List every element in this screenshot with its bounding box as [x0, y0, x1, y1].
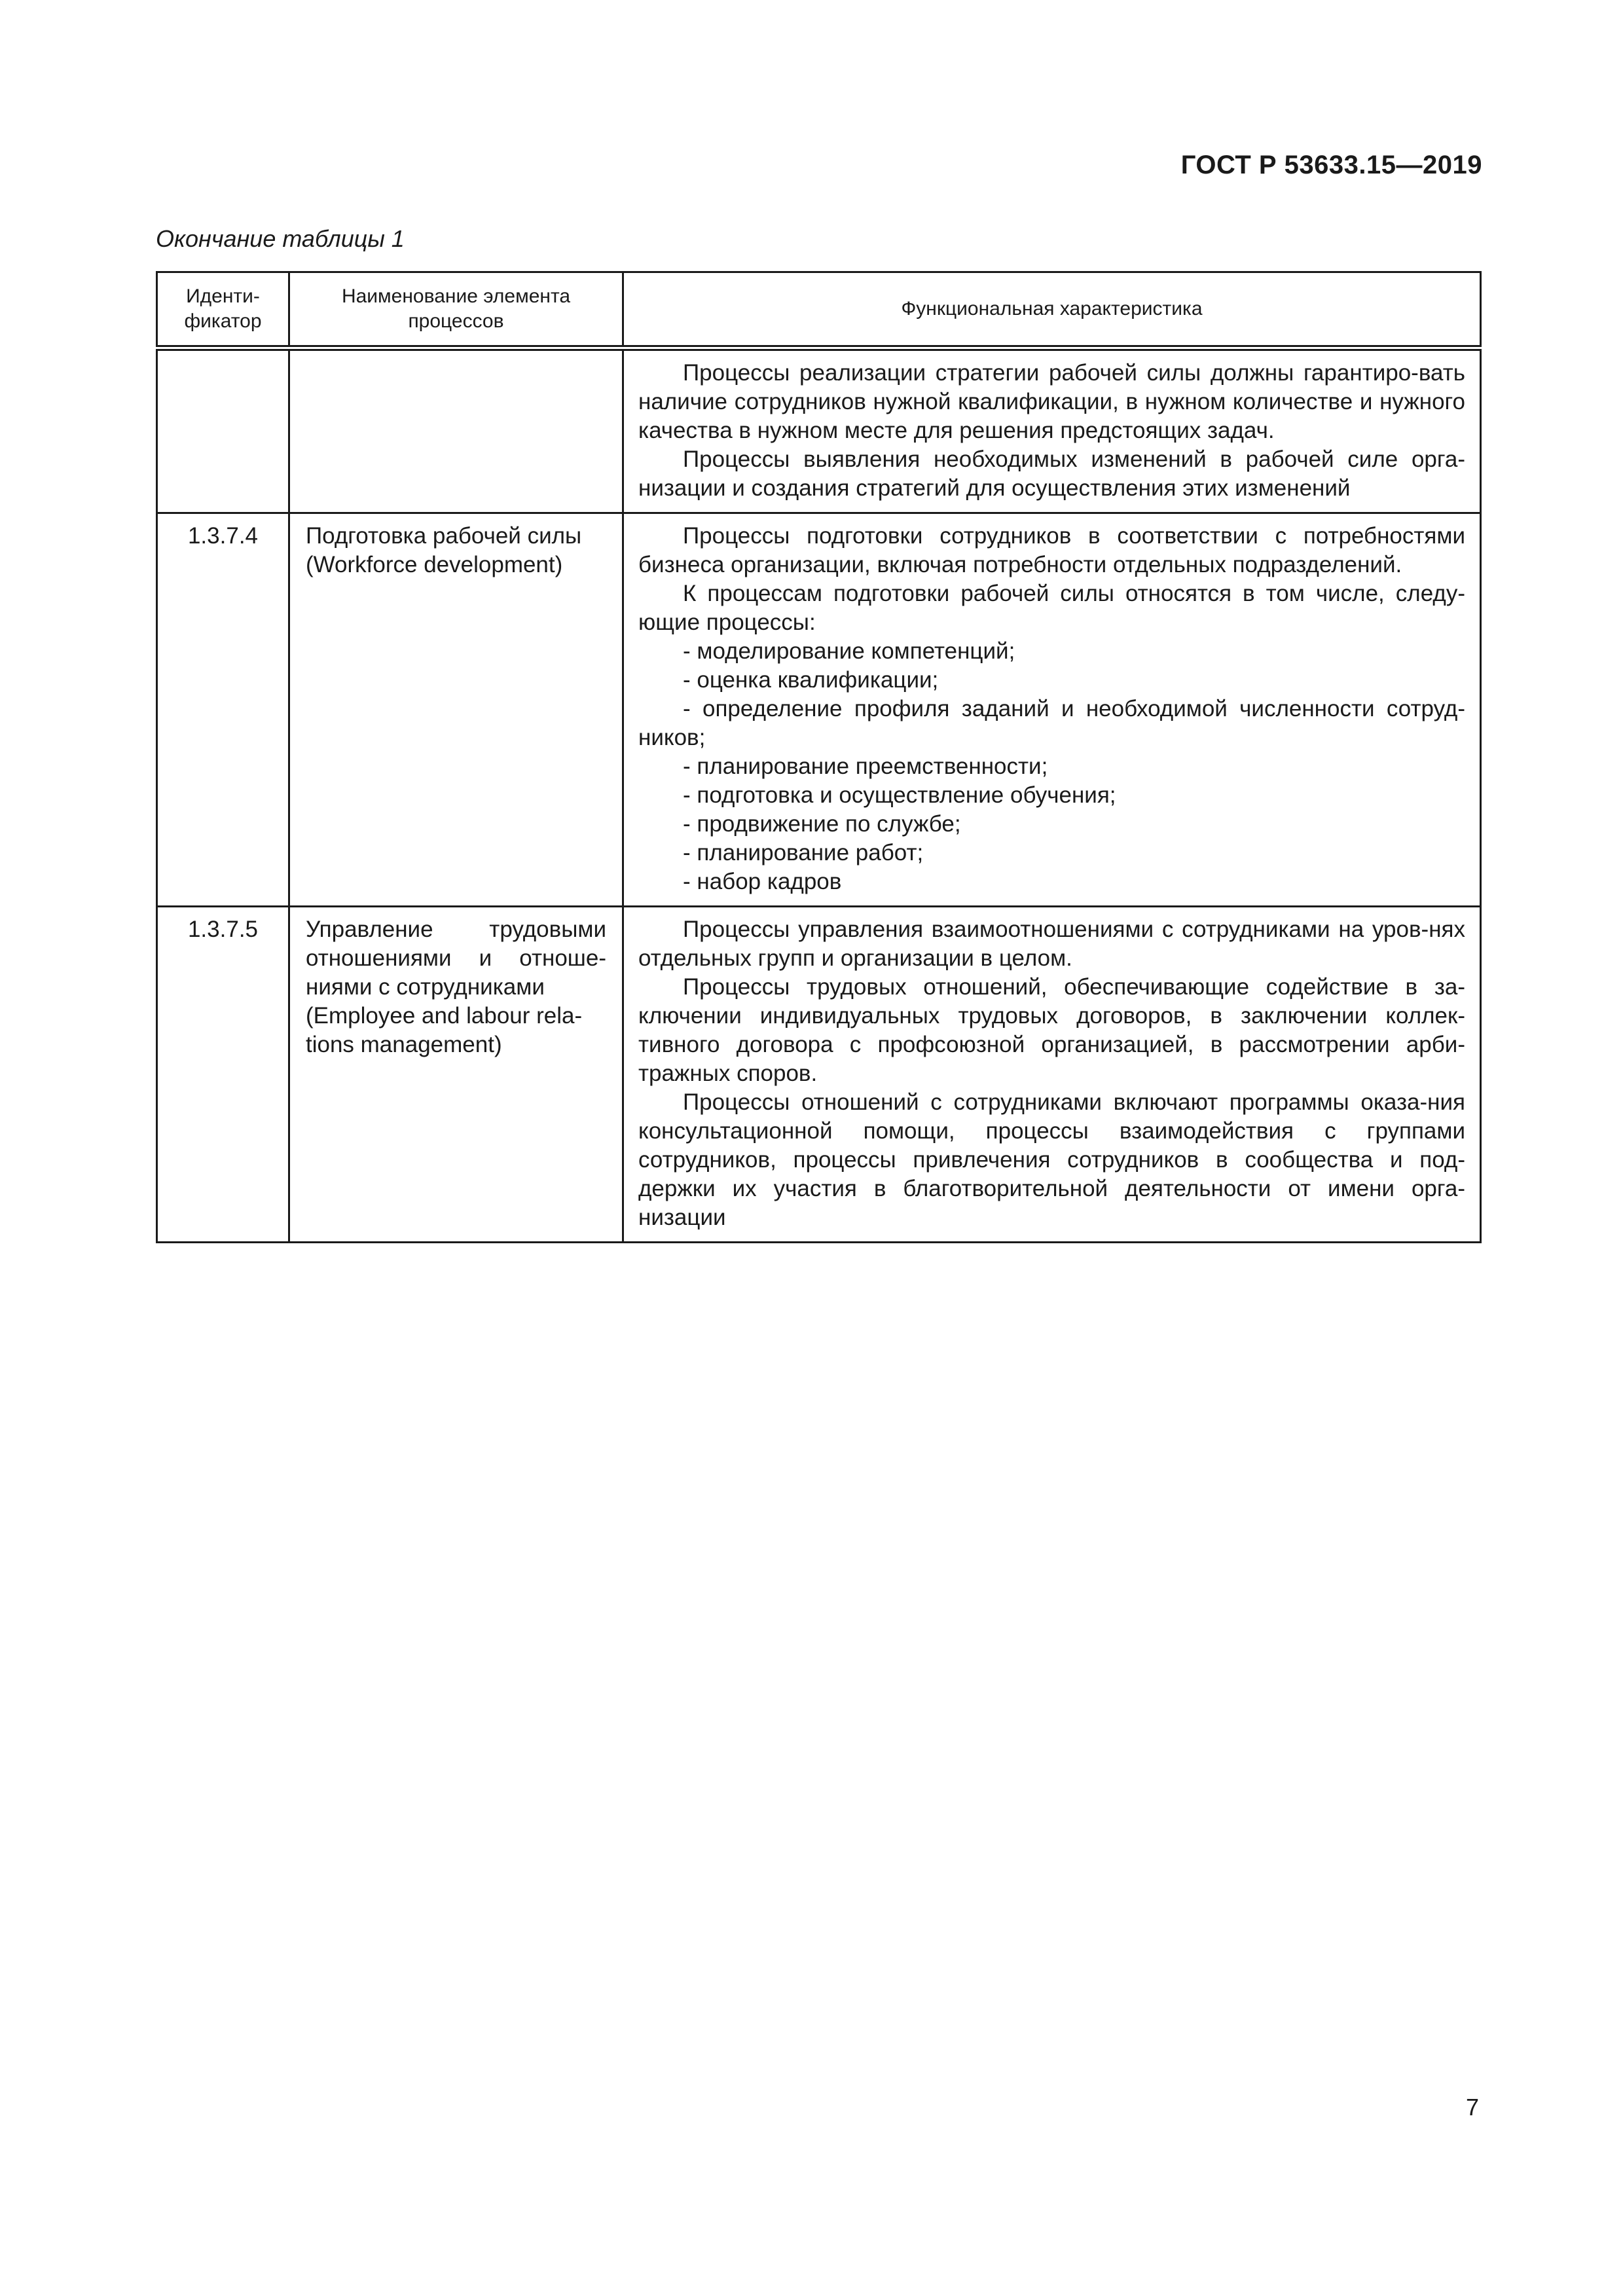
element-name-line: отношениями и отноше-: [306, 945, 606, 971]
element-name-line: Управление трудовыми: [306, 917, 606, 942]
column-header-id: [157, 272, 289, 348]
description-paragraph: Процессы отношений с сотрудниками включают программы оказа-ния консультационной помощи, процессы взаимодействия с группами сотрудников, процессы привлечения сотрудников в сообщества и под-держки их участия в благотворительной деятельности от имени орга-низации: [638, 1089, 1465, 1230]
column-header-description: [623, 272, 1481, 348]
cell-element-name: [289, 907, 623, 1243]
process-table: [156, 271, 1482, 1243]
page-number: 7: [1465, 2094, 1479, 2121]
description-paragraph: Процессы выявления необходимых изменений в рабочей силе орга-низации и создания стратегий для осуществления этих изменений: [638, 446, 1465, 501]
description-list-item: - набор кадров: [683, 869, 842, 894]
cell-element-name: [289, 513, 623, 907]
column-header-name-text: Наименование элемента процессов: [341, 285, 571, 332]
table-row: [157, 513, 1481, 907]
description-list-item: - планирование работ;: [683, 840, 924, 866]
description-paragraph: Процессы подготовки сотрудников в соответствии с потребностями бизнеса организации, включая потребности отдельных подразделений.: [638, 523, 1465, 577]
cell-element-name: [289, 348, 623, 513]
column-header-id-text: Иденти- фикатор: [184, 285, 262, 332]
table-body: [157, 348, 1481, 1243]
element-name-line: tions management): [306, 1032, 502, 1057]
standard-designation: ГОСТ Р 53633.15—2019: [1180, 151, 1482, 179]
description-paragraph: Процессы реализации стратегии рабочей силы должны гарантиро-вать наличие сотрудников нужной квалификации, в нужном количестве и нужного качества в нужном месте для решения предстоящих задач.: [638, 360, 1465, 443]
element-name-line: ниями с сотрудниками: [306, 974, 545, 1000]
cell-functional-description: [623, 907, 1481, 1243]
table-row: [157, 907, 1481, 1243]
element-name-line: Подготовка рабочей силы: [306, 523, 582, 549]
column-header-name: [289, 272, 623, 348]
table-header-row: [157, 272, 1481, 348]
column-header-description-text: Функциональная характеристика: [901, 298, 1203, 319]
description-paragraph: - определение профиля заданий и необходимой численности сотруд-ников;: [638, 696, 1465, 750]
description-paragraph: Процессы трудовых отношений, обеспечивающие содействие в за-ключении индивидуальных трудовых договоров, в заключении коллек-тивного договора с профсоюзной организацией, в рассмотрении арби-тражных споров.: [638, 974, 1465, 1086]
element-name-line: (Workforce development): [306, 552, 563, 577]
table-caption: Окончание таблицы 1: [156, 225, 405, 252]
description-list-item: - планирование преемственности;: [683, 754, 1048, 779]
cell-identifier: 1.3.7.5: [157, 907, 289, 1243]
cell-functional-description: [623, 513, 1481, 907]
description-paragraph: К процессам подготовки рабочей силы относятся в том числе, следу-ющие процессы:: [638, 581, 1465, 635]
cell-functional-description: [623, 348, 1481, 513]
cell-identifier: 1.3.7.4: [157, 513, 289, 907]
description-list-item: - подготовка и осуществление обучения;: [683, 782, 1116, 808]
table-row: [157, 348, 1481, 513]
description-list-item: - продвижение по службе;: [683, 811, 961, 837]
description-list-item: - оценка квалификации;: [683, 667, 939, 693]
element-name-line: (Employee and labour rela-: [306, 1003, 583, 1029]
description-list-item: - моделирование компетенций;: [683, 638, 1015, 664]
description-paragraph: Процессы управления взаимоотношениями с сотрудниками на уров-нях отдельных групп и организации в целом.: [638, 917, 1465, 971]
cell-identifier: [157, 348, 289, 513]
